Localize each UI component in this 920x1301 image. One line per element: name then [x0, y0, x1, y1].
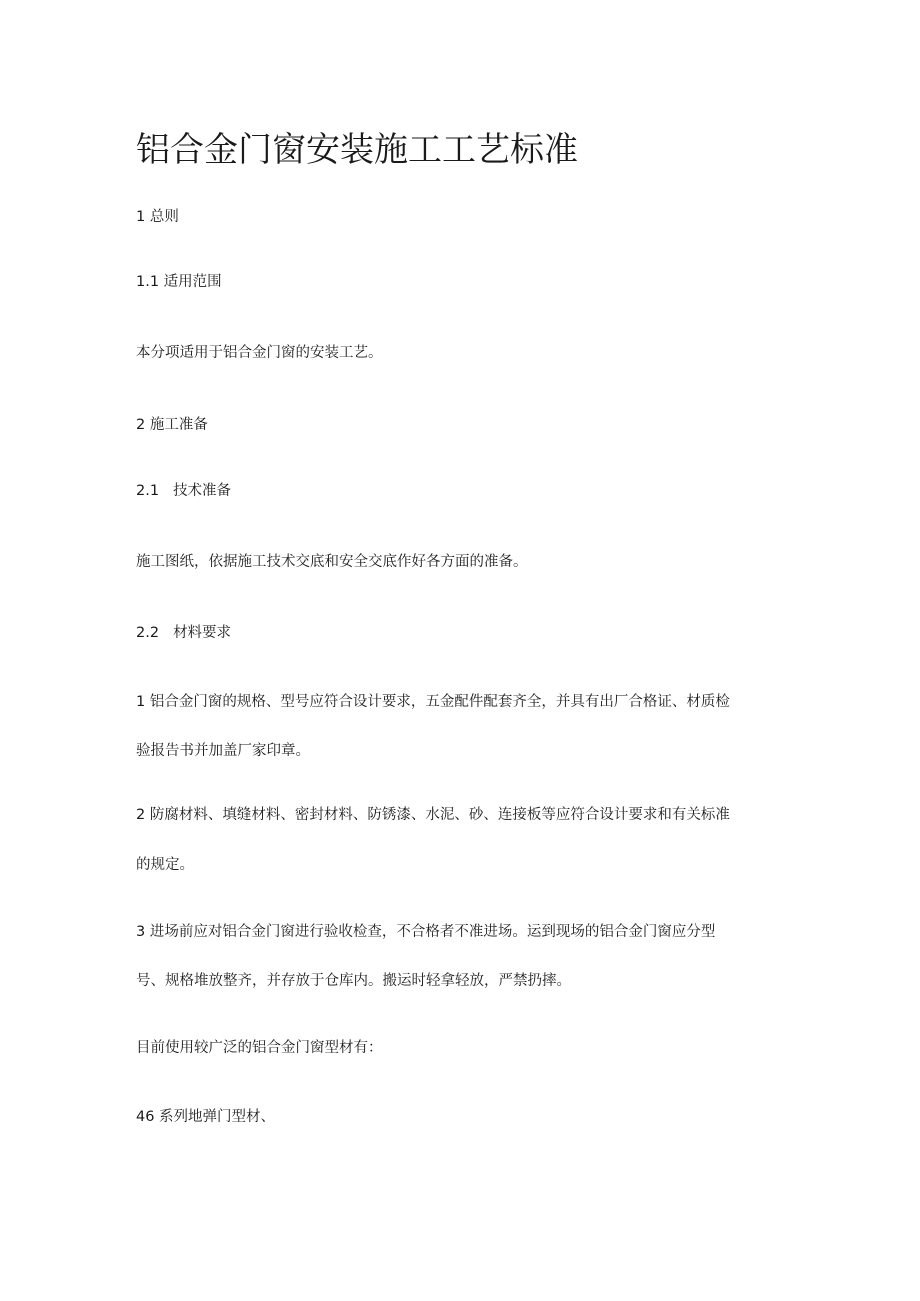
- heading-preparation: 2 施工准备: [136, 417, 208, 433]
- document-title: 铝合金门窗安装施工工艺标准: [136, 130, 578, 170]
- requirement-3-line-2: 号、规格堆放整齐，并存放于仓库内。搬运时轻拿轻放，严禁扔摔。: [136, 973, 571, 989]
- technical-preparation-text: 施工图纸，依据施工技术交底和安全交底作好各方面的准备。: [136, 554, 528, 570]
- heading-technical-preparation: [136, 479, 231, 503]
- requirement-2-line-1: 2 防腐材料、填缝材料、密封材料、防锈漆、水泥、砂、连接板等应符合设计要求和有关标准: [136, 807, 730, 823]
- section-number: 2.2: [136, 625, 160, 641]
- heading-general: 1 总则: [136, 209, 179, 225]
- requirement-1-line-1: 1 铝合金门窗的规格、型号应符合设计要求，五金配件配套齐全，并具有出厂合格证、材质检: [136, 694, 730, 710]
- requirement-2-line-2: 的规定。: [136, 857, 194, 873]
- section-number: 2.1: [136, 483, 160, 499]
- scope-text: 本分项适用于铝合金门窗的安装工艺。: [136, 345, 383, 361]
- profile-intro: 目前使用较广泛的铝合金门窗型材有：: [136, 1040, 383, 1056]
- requirement-1-line-2: 验报告书并加盖厂家印章。: [136, 743, 310, 759]
- section-label: 技术准备: [173, 483, 232, 499]
- heading-material-requirements: [136, 621, 231, 645]
- requirement-3-line-1: 3 进场前应对铝合金门窗进行验收检查，不合格者不准进场。运到现场的铝合金门窗应分型: [136, 924, 716, 940]
- heading-scope: 1.1 适用范围: [136, 274, 222, 290]
- profile-item-46: 46 系列地弹门型材、: [136, 1109, 276, 1125]
- section-label: 材料要求: [173, 625, 232, 641]
